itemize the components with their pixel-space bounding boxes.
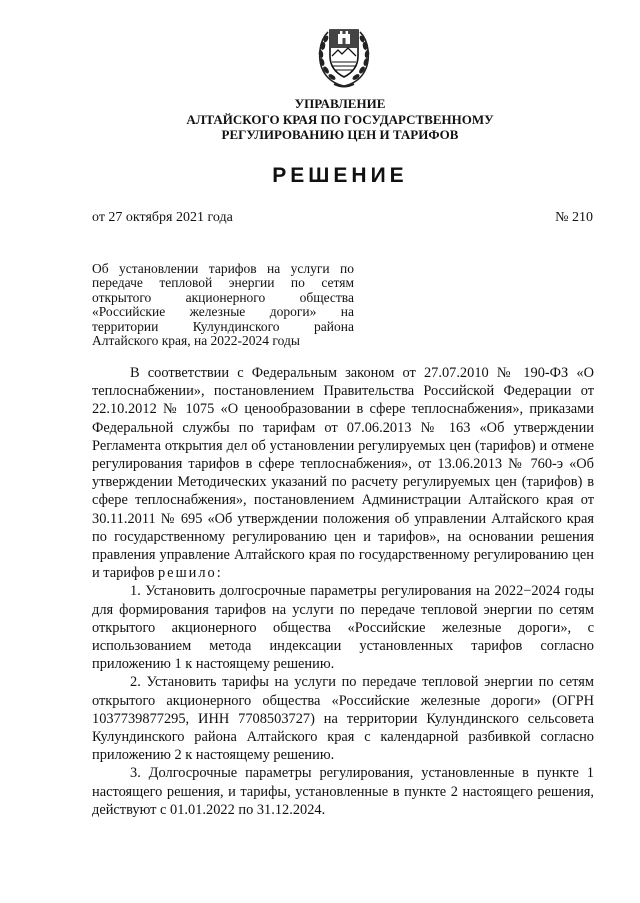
subject-line: «Российские железные дороги» на xyxy=(92,304,354,320)
issuer-line-2: АЛТАЙСКОГО КРАЯ ПО ГОСУДАРСТВЕННОМУ xyxy=(186,111,494,127)
document-number: № 210 xyxy=(555,210,593,225)
item-paragraph-1: 1. Установить долгосрочные параметры регулирования на 2022−2024 годы для формирования тарифов на услуги по передаче тепловой энергии по сетям открытого акционерного общества «Российские железные дороги», с использованием метода индексации установленных тарифов согласно приложению 1 к настоящему решению. xyxy=(92,583,594,673)
preamble-text: В соответствии с Федеральным законом от 27.07.2010 № 190-ФЗ «О теплоснабжении», постановлением Правительства Российской Федерации от 22.10.2012 № 1075 «О ценообразовании в сфере теплоснабжения», приказами Федеральной службы по тарифам от 07.06.2013 № 163 «Об утверждении Регламента открытия дел об установлении регулируемых цен (тарифов) и отмене регулирования тарифов в сфере теплоснабжения», от 13.06.2013 № 760-э «Об утверждении Методических указаний по расчету регулируемых цен (тарифов) в сфере теплоснабжения», постановлением Администрации Алтайского края от 30.11.2011 № 695 «Об утверждении положения об управлении Алтайского края по государственному регулированию цен и тарифов», на основании решения правления управление Алтайского края по государственному регулированию цен и тарифов xyxy=(92,365,594,582)
document-date: от 27 октября 2021 года xyxy=(92,210,233,225)
subject-line: передаче тепловой энергии по сетям xyxy=(92,275,354,291)
subject-line: территории Кулундинского района xyxy=(92,318,354,334)
item-paragraph-3: 3. Долгосрочные параметры регулирования, установленные в пункте 1 настоящего решения, и тарифы, установленные в пункте 2 настоящего решения, действуют с 01.01.2022 по 31.12.2024. xyxy=(92,765,594,818)
subject-line: Об установлении тарифов на услуги по xyxy=(92,261,354,276)
issuer-header xyxy=(60,96,620,143)
issuer-line-3: РЕГУЛИРОВАНИЮ ЦЕН И ТАРИФОВ xyxy=(221,127,459,142)
decided-word: решило: xyxy=(157,565,223,582)
preamble-paragraph xyxy=(92,364,594,582)
document-subject xyxy=(92,262,354,348)
subject-line: открытого акционерного общества xyxy=(92,289,354,305)
subject-line: Алтайского края, на 2022-2024 годы xyxy=(92,333,300,349)
issuer-line-1: УПРАВЛЕНИЕ xyxy=(294,96,386,111)
document-title: РЕШЕНИЕ xyxy=(272,164,408,187)
coat-of-arms-emblem xyxy=(312,22,376,90)
document-body xyxy=(92,364,594,819)
item-paragraph-2: 2. Установить тарифы на услуги по передаче тепловой энергии по сетям открытого акционерного общества «Российские железные дороги» (ОГРН 1037739877295, ИНН 7708503727) на территории Кулундинского сельсовета Кулундинского района Алтайского края с календарной разбивкой согласно приложению 2 к настоящему решению. xyxy=(92,674,594,764)
